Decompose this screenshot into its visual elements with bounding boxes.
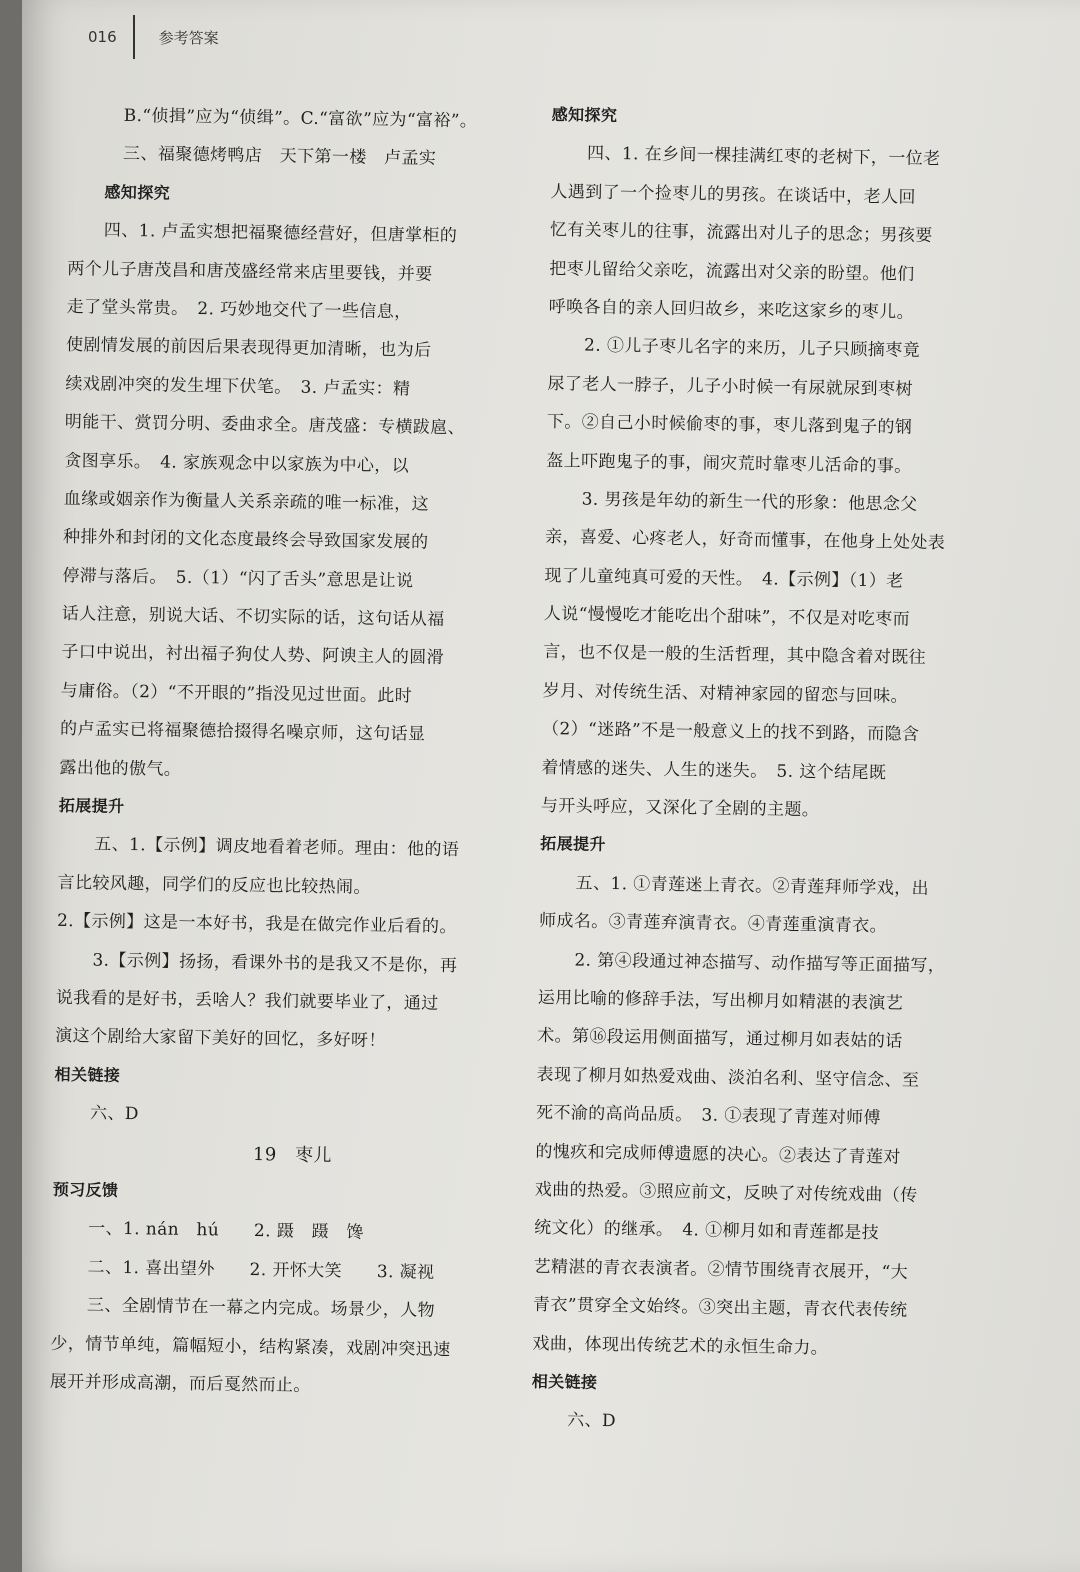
text-line: 人说“慢慢吃才能吃出个甜味”，不仅是对吃枣而 (543, 604, 911, 630)
text-line: 3. 男孩是年幼的新生一代的形象：他思念父 (581, 489, 918, 515)
section-heading: 相关链接 (531, 1371, 598, 1392)
section-heading: 相关链接 (54, 1064, 121, 1085)
text-line: 说我看的是好书，丢啥人？我们就要毕业了，通过 (55, 987, 439, 1014)
text-line: 下。②自己小时候偷枣的事，枣儿落到鬼子的钢 (546, 412, 913, 438)
text-line: 忆有关枣儿的往事，流露出对儿子的思念；男孩要 (549, 220, 933, 247)
book-page (22, 0, 1080, 1572)
text-line: 三、福聚德烤鸭店 天下第一楼 卢孟实 (122, 144, 437, 170)
text-line: 尿了老人一脖子，儿子小时候一有尿就尿到枣树 (547, 373, 913, 400)
text-line: 使剧情发展的前因后果表现得更加清晰，也为后 (65, 335, 432, 362)
text-line: 现了儿童纯真可爱的天性。 4.【示例】（1）老 (544, 565, 904, 592)
text-line: 3.【示例】扬扬，看课外书的是我又不是你，再 (92, 950, 458, 976)
text-line: 师成名。③青莲弃演青衣。④青莲重演青衣。 (538, 911, 888, 937)
text-line: 五、1. ①青莲迷上青衣。②青莲拜师学戏，出 (575, 873, 930, 899)
text-line: 的卢孟实已将福聚德拾掇得名噪京师，这句话显 (59, 719, 426, 745)
text-line: 三、全剧情节在一幕之内完成。场景少，人物 (86, 1295, 436, 1321)
text-line: 五、1.【示例】调皮地看着老师。理由：他的语 (94, 834, 460, 861)
text-line: 戏曲的热爱。③照应前文，反映了对传统戏曲（传 (534, 1179, 918, 1206)
text-line: 把枣儿留给父亲吃，流露出对父亲的盼望。他们 (549, 258, 915, 285)
text-line: 一、1. nán hú 2. 蹑 蹑 馋 (88, 1218, 364, 1244)
section-heading: 拓展提升 (58, 795, 125, 816)
text-line: 2.【示例】这是一本好书，我是在做完作业后看的。 (56, 911, 457, 938)
text-line: 言，也不仅是一般的生活哲理，其中隐含着对既往 (543, 642, 927, 669)
text-line: 六、D (567, 1410, 617, 1432)
text-line: 明能干、赏罚分明、委曲求全。唐茂盛：专横跋扈、 (64, 412, 466, 439)
text-line: 两个儿子唐茂昌和唐茂盛经常来店里要钱，并要 (67, 258, 433, 285)
section-heading: 拓展提升 (540, 834, 607, 855)
text-line: 岁月、对传统生活、对精神家园的留恋与回味。 (542, 680, 909, 707)
text-line: 死不渝的高尚品质。 3. ①表现了青莲对师傅 (535, 1103, 882, 1129)
text-line: 言比较风趣，同学们的反应也比较热闹。 (57, 872, 371, 898)
text-line: 盔上吓跑鬼子的事，闹灾荒时靠枣儿活命的事。 (546, 450, 912, 477)
text-line: 贪图享乐。 4. 家族观念中以家族为中心，以 (64, 450, 410, 476)
text-line: 演这个剧给大家留下美好的回忆，多好呀！ (55, 1026, 386, 1052)
text-line: 种排外和封闭的文化态度最终会导致国家发展的 (62, 527, 429, 553)
text-line: 露出他的傲气。 (59, 757, 182, 780)
left-column (49, 96, 547, 1409)
text-line: 走了堂头常贵。 2. 巧妙地交代了一些信息， (66, 296, 412, 323)
text-line: 二、1. 喜出望外 2. 开怀大笑 3. 凝视 (87, 1257, 435, 1283)
page-number: 016 (88, 28, 117, 46)
text-line: 话人注意，别说大话、不切实际的话，这句话从福 (61, 604, 445, 631)
text-line: 人遇到了一个捡枣儿的男孩。在谈话中，老人回 (550, 181, 917, 208)
text-line: 的愧疚和完成师傅遗愿的决心。②表达了青莲对 (535, 1141, 901, 1168)
text-line: B.“侦揖”应为“侦缉”。C.“富欲”应为“富裕”。 (123, 105, 478, 132)
text-line: 亲，喜爱、心疼老人，好奇而懂事，在他身上处处表 (544, 527, 946, 554)
text-line: 六、D (89, 1103, 140, 1125)
text-line: 表现了柳月如热爱戏曲、淡泊名利、坚守信念、至 (536, 1064, 920, 1091)
text-line: 艺精湛的青衣表演者。②情节围绕青衣展开，“大 (533, 1256, 909, 1283)
text-line: 四、1. 在乡间一棵挂满红枣的老树下，一位老 (586, 143, 941, 170)
text-line: 2. ①儿子枣儿名字的来历，儿子只顾摘枣竟 (583, 335, 921, 362)
text-line: 续戏剧冲突的发生埋下伏笔。 3. 卢孟实：精 (65, 373, 411, 400)
text-line: 血缘或姻亲作为衡量人关系亲疏的唯一标准，这 (63, 488, 430, 515)
text-line: 呼唤各自的亲人回归故乡，来吃这家乡的枣儿。 (548, 296, 915, 323)
right-column (531, 96, 1022, 1447)
text-line: 与庸俗。（2）“不开眼的”指没见过世面。此时 (60, 680, 413, 707)
text-line: 术。第⑯段运用侧面描写，通过柳月如表姑的话 (537, 1026, 903, 1052)
header-divider (133, 15, 135, 59)
text-line: （2）“迷路”不是一般意义上的找不到路，而隐含 (541, 719, 920, 746)
page-title: 参考答案 (158, 28, 219, 47)
text-line: 统文化）的继承。 4. ①柳月如和青莲都是技 (534, 1218, 880, 1244)
text-line: 青衣”贯穿全文始终。③突出主题，青衣代表传统 (532, 1294, 908, 1321)
text-line: 子口中说出，衬出福子狗仗人势、阿谀主人的圆滑 (61, 642, 445, 669)
text-line: 四、1. 卢孟实想把福聚德经营好，但唐掌柜的 (103, 220, 458, 247)
text-line: 2. 第④段通过神态描写、动作描写等正面描写， (574, 950, 946, 976)
text-line: 停滞与落后。 5.（1）“闪了舌头”意思是让说 (62, 565, 414, 592)
text-line: 戏曲，体现出传统艺术的永恒生命力。 (532, 1333, 829, 1358)
text-line: 运用比喻的修辞手法，写出柳月如精湛的表演艺 (537, 987, 904, 1014)
section-heading: 预习反馈 (52, 1179, 119, 1200)
text-line: 与开头呼应，又深化了全剧的主题。 (540, 795, 820, 821)
text-line: 展开并形成高潮，而后戛然而止。 (49, 1371, 311, 1396)
section-heading: 感知探究 (551, 104, 618, 126)
text-line: 着情感的迷失、人生的迷失。 5. 这个结尾既 (541, 757, 887, 783)
page-header (88, 20, 219, 54)
text-line: 少，情节单纯，篇幅短小，结构紧凑，戏剧冲突迅速 (50, 1333, 451, 1360)
section-heading: 感知探究 (104, 182, 171, 203)
lesson-title: 19 枣儿 (252, 1143, 333, 1166)
